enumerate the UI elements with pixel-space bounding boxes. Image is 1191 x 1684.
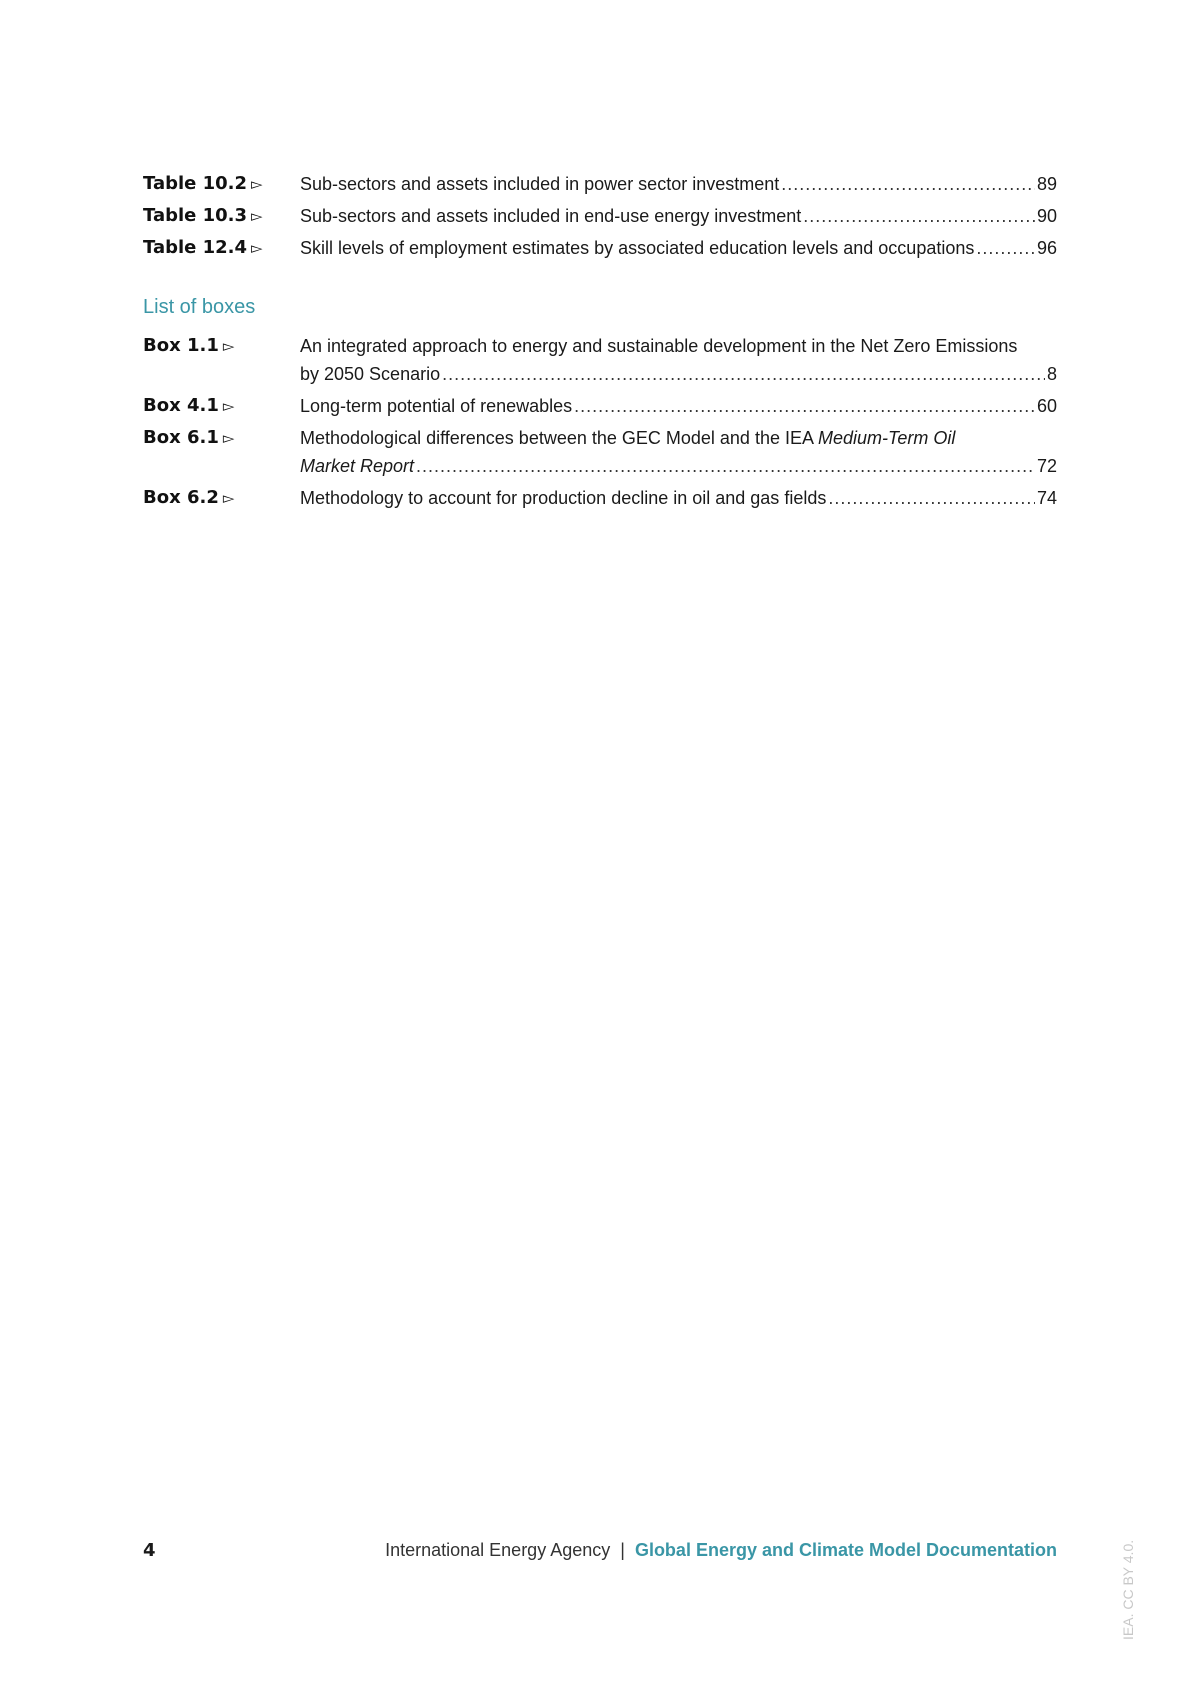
arrow-icon: ▻ [251,239,263,257]
leader-dots [976,234,1035,262]
entry-title: Sub-sectors and assets included in end-use energy investment [300,206,802,226]
document-title: Global Energy and Climate Model Documentation [634,1540,1057,1560]
leader-dots [803,202,1035,230]
section-heading-boxes: List of boxes [143,296,256,318]
entry-title-line2: Market Report [300,456,415,476]
entry-title: Skill levels of employment estimates by associated education levels and occupations [300,238,975,258]
entry-title-line1: Methodological differences between the GEC Model and the IEA Medium-Term Oil [300,428,956,448]
toc-entry-box-6-2[interactable] [143,484,1057,512]
entry-label: Table 10.3 ▻ [143,205,263,226]
entry-title: Sub-sectors and assets included in power sector investment [300,174,780,194]
leader-dots [442,360,1045,388]
list-of-tables [143,170,1057,262]
arrow-icon: ▻ [222,397,235,415]
entry-title-line1: An integrated approach to energy and sustainable development in the Net Zero Emissions [300,336,1018,356]
entry-title: Long-term potential of renewables [300,396,573,416]
entry-title-line2: by 2050 Scenario [300,364,441,384]
leader-dots [828,484,1035,512]
page-footer [143,1540,1057,1566]
leader-dots [781,170,1035,198]
arrow-icon: ▻ [222,429,235,447]
entry-page: 89 [1036,174,1057,194]
entry-page: 90 [1036,206,1057,226]
entry-label: Table 12.4 ▻ [143,237,263,258]
entry-title: Methodology to account for production decline in oil and gas fields [300,488,827,508]
organization-name: International Energy Agency [385,1540,611,1560]
entry-page: 8 [1046,364,1057,384]
entry-label: Box 6.2 ▻ [143,487,235,508]
list-of-boxes [143,332,1057,512]
page-number: 4 [143,1540,156,1561]
toc-entry-table-10-2[interactable] [143,170,1057,198]
arrow-icon: ▻ [251,207,263,225]
entry-page: 74 [1036,488,1057,508]
entry-page: 72 [1036,456,1057,476]
entry-label: Box 4.1 ▻ [143,395,235,416]
entry-page: 60 [1036,396,1057,416]
toc-entry-box-1-1[interactable] [143,332,1057,388]
leader-dots [416,452,1035,480]
toc-entry-table-10-3[interactable] [143,202,1057,230]
entry-label: Box 6.1 ▻ [143,427,235,448]
entry-label: Table 10.2 ▻ [143,173,263,194]
arrow-icon: ▻ [222,489,235,507]
arrow-icon: ▻ [251,175,263,193]
toc-entry-table-12-4[interactable] [143,234,1057,262]
toc-entry-box-4-1[interactable] [143,392,1057,420]
entry-label: Box 1.1 ▻ [143,335,235,356]
footer-separator: | [620,1540,625,1560]
entry-page: 96 [1036,238,1057,258]
leader-dots [574,392,1035,420]
entry-title-italic: Medium-Term Oil [818,428,956,448]
license-watermark: IEA. CC BY 4.0. [1120,1539,1136,1640]
toc-entry-box-6-1[interactable] [143,424,1057,480]
arrow-icon: ▻ [222,337,235,355]
